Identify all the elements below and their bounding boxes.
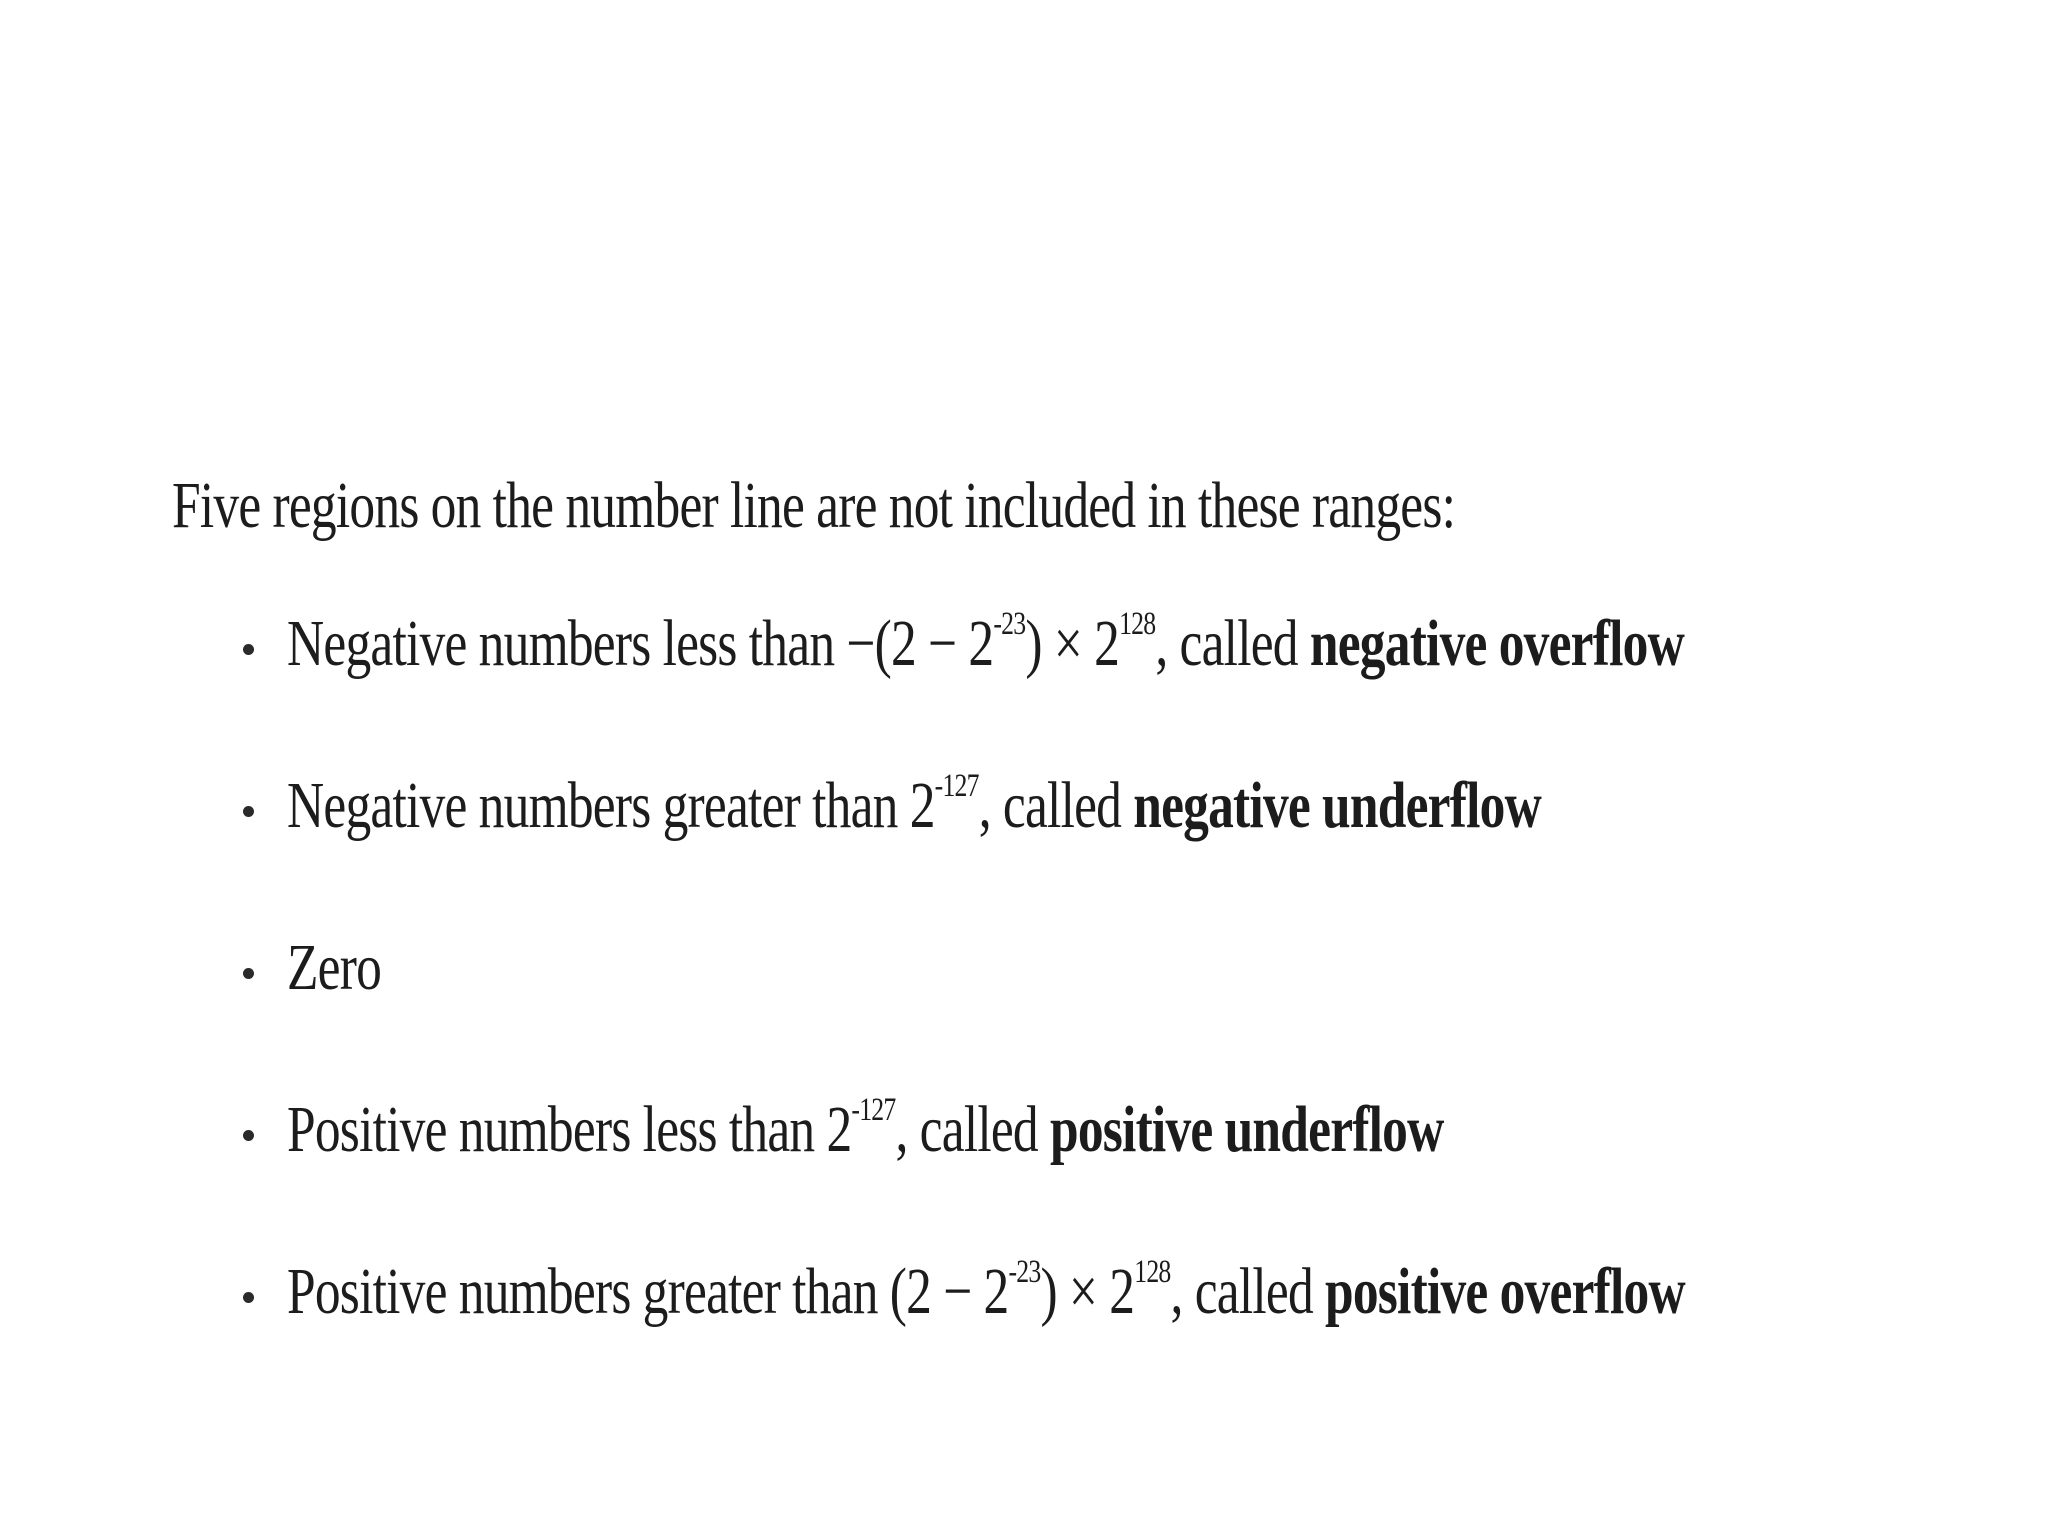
- bullet-text: [287, 930, 381, 1006]
- exponent: -23: [993, 605, 1026, 642]
- term-positive-underflow: positive underflow: [1049, 1092, 1444, 1166]
- bullet-text: [287, 606, 1684, 682]
- exponent: -23: [1008, 1253, 1041, 1290]
- intro-text: Five regions on the number line are not included in these ranges:: [172, 469, 1456, 542]
- item-prefix: Zero: [287, 930, 382, 1004]
- bullet-icon: [243, 644, 254, 655]
- bullet-text: [287, 768, 1541, 844]
- list-item-zero: [172, 930, 1872, 1092]
- list-item-positive-overflow: [172, 1254, 1872, 1416]
- slide-content: [172, 468, 1872, 1354]
- term-negative-overflow: negative overflow: [1309, 606, 1685, 680]
- exponent: 128: [1119, 605, 1156, 642]
- bullet-icon: [243, 1292, 254, 1303]
- list-item-negative-underflow: [172, 768, 1872, 930]
- bullet-text: [287, 1254, 1685, 1330]
- bullet-icon: [243, 1130, 254, 1141]
- term-positive-overflow: positive overflow: [1324, 1254, 1685, 1328]
- bullet-text: [287, 1092, 1444, 1168]
- item-suffix: , called: [1155, 606, 1310, 680]
- exponent: -127: [851, 1091, 896, 1128]
- list-item-positive-underflow: [172, 1092, 1872, 1254]
- item-prefix: Positive numbers greater than (2 − 2: [287, 1254, 1009, 1328]
- bullet-icon: [243, 968, 254, 979]
- item-prefix: Negative numbers greater than 2: [287, 768, 935, 842]
- exponent: 128: [1134, 1253, 1171, 1290]
- bullet-icon: [243, 806, 254, 817]
- term-negative-underflow: negative underflow: [1133, 768, 1541, 842]
- item-suffix: , called: [895, 1092, 1050, 1166]
- list-item-negative-overflow: [172, 606, 1872, 768]
- bullet-list: [172, 606, 1872, 1416]
- item-middle: ) × 2: [1025, 606, 1120, 680]
- item-suffix: , called: [978, 768, 1134, 842]
- item-suffix: , called: [1170, 1254, 1325, 1328]
- item-prefix: Positive numbers less than 2: [287, 1092, 852, 1166]
- exponent: -127: [934, 767, 979, 804]
- item-prefix: Negative numbers less than −(2 − 2: [287, 606, 994, 680]
- item-middle: ) × 2: [1040, 1254, 1135, 1328]
